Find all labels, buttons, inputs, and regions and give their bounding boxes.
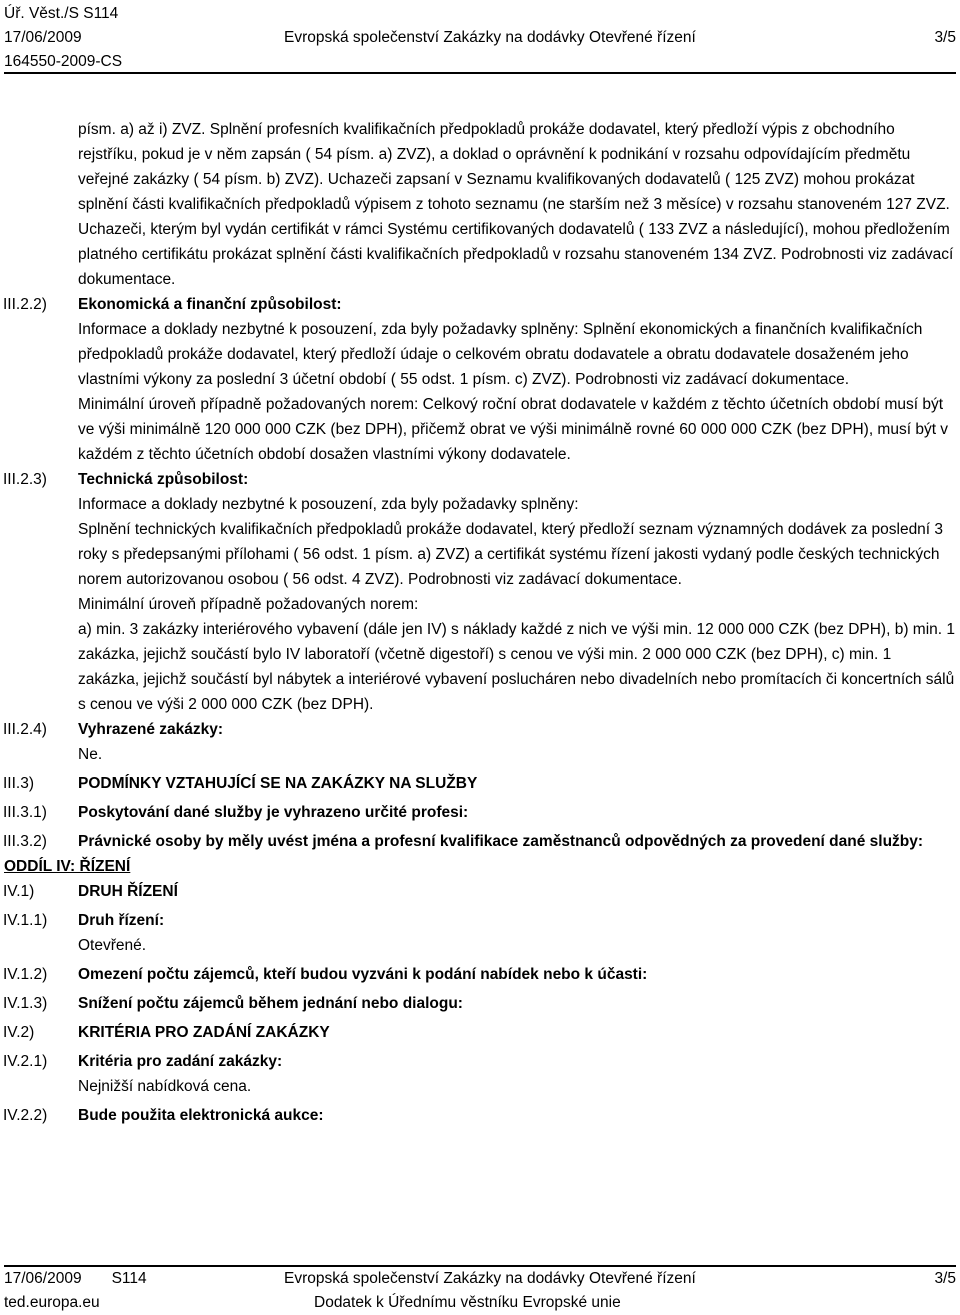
section-number: IV.1)	[3, 883, 35, 900]
paragraph: písm. a) až i) ZVZ. Splnění profesních kvalifikačních předpokladů prokáže dodavatel, který předloží výpis z obchodního rejstříku, pokud je v něm zapsán ( 54 písm. a) ZVZ), a doklad o oprávnění k podnikání v rozsahu odpovídajícím předmětu veřejné zakázky ( 54 písm. b) ZVZ). Uchazeči zapsaní v Seznamu kvalifikovaných dodavatelů ( 125 ZVZ) mohou prokázat splnění části kvalifikačních předpokladů výpisem z tohoto seznamu (ne starším než 3 měsíce) v rozsahu stanoveném 127 ZVZ. Uchazeči, kterým byl vydán certifikát v rámci Systému certifikovaných dodavatelů ( 133 ZVZ a následující), mohou předložením platného certifikátu prokázat splnění části kvalifikačních předpokladů v rozsahu stanoveném 134 ZVZ. Podrobnosti viz zadávací dokumentace.	[78, 121, 954, 288]
document-body	[0, 117, 960, 1128]
footer-supplement: Dodatek k Úřednímu věstníku Evropské unie	[314, 1294, 621, 1311]
section-block	[0, 829, 960, 854]
section-number: IV.2.1)	[3, 1053, 48, 1070]
footer-title: Evropská společenství Zakázky na dodávky Otevřené řízení	[284, 1270, 696, 1287]
section-block	[0, 908, 960, 958]
section-block	[0, 1103, 960, 1128]
paragraph: Informace a doklady nezbytné k posouzení, zda byly požadavky splněny: Splnění ekonomických a finančních kvalifikačních předpokladů prokáže dodavatel, který předloží údaje o celkovém obratu dodavatele a obratu dodavatele dosaženém jeho vlastními výkony za poslední 3 účetní období ( 55 odst. 1 písm. c) ZVZ). Podrobnosti viz zadávací dokumentace.	[78, 321, 923, 388]
section-number: III.2.2)	[3, 296, 47, 313]
section-heading: Technická způsobilost:	[78, 471, 249, 488]
page-footer	[4, 1267, 956, 1315]
section-block	[0, 467, 960, 717]
paragraph: Informace a doklady nezbytné k posouzení, zda byly požadavky splněny:	[78, 496, 579, 513]
section-heading: DRUH ŘÍZENÍ	[78, 883, 178, 900]
section-block	[0, 1020, 960, 1045]
section-heading: Vyhrazené zakázky:	[78, 721, 224, 738]
section-number: IV.1.1)	[3, 912, 48, 929]
section-block	[0, 962, 960, 987]
section-heading: Poskytování dané služby je vyhrazeno určité profesi:	[78, 804, 469, 821]
section-heading: Omezení počtu zájemců, kteří budou vyzváni k podání nabídek nebo k účasti:	[78, 966, 648, 983]
paragraph: Ne.	[78, 746, 103, 763]
section-heading: KRITÉRIA PRO ZADÁNÍ ZAKÁZKY	[78, 1024, 330, 1041]
section-number: IV.2)	[3, 1024, 35, 1041]
section-block	[0, 292, 960, 467]
paragraph: a) min. 3 zakázky interiérového vybavení (dále jen IV) s náklady každé z nich ve výši min. 12 000 000 CZK (bez DPH), b) min. 1 zakázka, jejichž součástí bylo IV laboratoří (včetně digestoří) s cenou ve výši min. 2 000 000 CZK (bez DPH), c) min. 1 zakázka, jejichž součástí byl nábytek a interiérové vybavení poslucháren nebo divadelních nebo promítacích či koncertních sálů s cenou ve výši 2 000 000 CZK (bez DPH).	[78, 621, 955, 713]
footer-date: 17/06/2009	[4, 1270, 82, 1287]
journal-ref: Úř. Věst./S S114	[4, 5, 119, 22]
header-page: 3/5	[934, 29, 956, 46]
section-number: IV.2.2)	[3, 1107, 48, 1124]
header-rule	[4, 72, 956, 74]
header-title: Evropská společenství Zakázky na dodávky Otevřené řízení	[284, 29, 696, 46]
section-number: III.2.4)	[3, 721, 47, 738]
section-heading: Bude použita elektronická aukce:	[78, 1107, 324, 1124]
section-heading: Kritéria pro zadání zakázky:	[78, 1053, 283, 1070]
section-block	[0, 771, 960, 796]
section-heading: Druh řízení:	[78, 912, 165, 929]
section-block	[0, 117, 960, 292]
paragraph: Nejnižší nabídková cena.	[78, 1078, 252, 1095]
footer-series: S114	[111, 1270, 147, 1287]
section-heading: Snížení počtu zájemců během jednání nebo dialogu:	[78, 995, 463, 1012]
section-block	[0, 991, 960, 1016]
section-title: ODDÍL IV: ŘÍZENÍ	[4, 858, 131, 875]
section-block	[0, 717, 960, 767]
section-number: IV.1.3)	[3, 995, 48, 1012]
paragraph: Otevřené.	[78, 937, 147, 954]
paragraph: Splnění technických kvalifikačních předpokladů prokáže dodavatel, který předloží seznam významných dodávek za poslední 3 roky s předepsanými přílohami ( 56 odst. 1 písm. a) ZVZ) a certifikát systému řízení jakosti vydaný podle českých technických norem autorizovanou osobou ( 56 odst. 4 ZVZ). Podrobnosti viz zadávací dokumentace.	[78, 521, 944, 588]
section-heading: PODMÍNKY VZTAHUJÍCÍ SE NA ZAKÁZKY NA SLUŽBY	[78, 775, 478, 792]
paragraph: Minimální úroveň případně požadovaných norem:	[78, 596, 419, 613]
header-date: 17/06/2009	[4, 29, 82, 46]
doc-id: 164550-2009-CS	[4, 53, 123, 70]
paragraph: Minimální úroveň případně požadovaných norem: Celkový roční obrat dodavatele v každém z těchto účetních období musí být ve výši minimálně 120 000 000 CZK (bez DPH), přičemž obrat ve výši minimálně rovné 60 000 000 CZK (bez DPH), musí být v každém z těchto účetních období dosažen vlastními výkony dodavatele.	[78, 396, 949, 463]
section-heading: Ekonomická a finanční způsobilost:	[78, 296, 342, 313]
section-number: III.3.2)	[3, 833, 47, 850]
section-number: III.3.1)	[3, 804, 47, 821]
section-number: III.2.3)	[3, 471, 47, 488]
section-number: IV.1.2)	[3, 966, 48, 983]
section-number: III.3)	[3, 775, 35, 792]
section-block	[0, 800, 960, 825]
footer-page: 3/5	[934, 1270, 956, 1287]
section-heading: Právnické osoby by měly uvést jména a profesní kvalifikace zaměstnanců odpovědných za provedení dané služby:	[78, 833, 924, 850]
footer-site-link[interactable]: ted.europa.eu	[4, 1294, 100, 1311]
section-block	[0, 1049, 960, 1099]
page-header	[4, 2, 956, 74]
section-block	[0, 879, 960, 904]
